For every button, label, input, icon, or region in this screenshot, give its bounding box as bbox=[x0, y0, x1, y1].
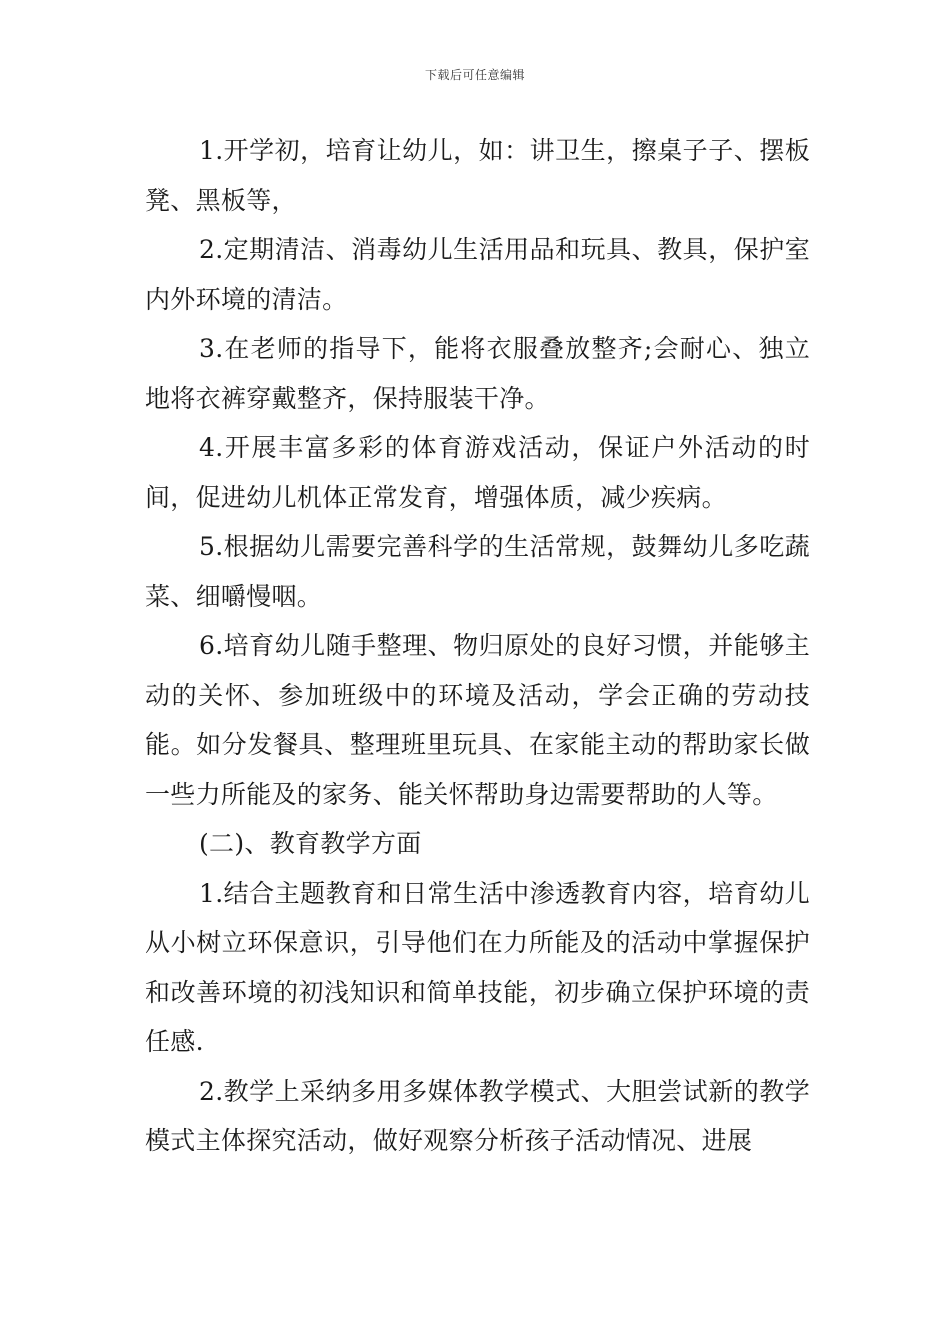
paragraph-item-5: 5.根据幼儿需要完善科学的生活常规，鼓舞幼儿多吃蔬菜、细嚼慢咽。 bbox=[145, 532, 810, 611]
section-heading-education: (二)、教育教学方面 bbox=[199, 829, 422, 858]
paragraph-item-edu-1: 1.结合主题教育和日常生活中渗透教育内容，培育幼儿从小树立环保意识，引导他们在力所能及的活动中掌握保护和改善环境的初浅知识和简单技能，初步确立保护环境的责任感. bbox=[145, 878, 810, 1056]
paragraph-item-2: 2.定期清洁、消毒幼儿生活用品和玩具、教具，保护室内外环境的清洁。 bbox=[145, 235, 810, 314]
paragraph-item-edu-2: 2.教学上采纳多用多媒体教学模式、大胆尝试新的教学模式主体探究活动，做好观察分析孩子活动情况、进展 bbox=[145, 1076, 810, 1155]
page-header-note: 下载后可任意编辑 bbox=[424, 68, 525, 82]
paragraph-item-4: 4.开展丰富多彩的体育游戏活动，保证户外活动的时间，促进幼儿机体正常发育，增强体质，减少疾病。 bbox=[145, 433, 810, 512]
paragraph-item-6: 6.培育幼儿随手整理、物归原处的良好习惯，并能够主动的关怀、参加班级中的环境及活动，学会正确的劳动技能。如分发餐具、整理班里玩具、在家能主动的帮助家长做一些力所能及的家务、能关怀帮助身边需要帮助的人等。 bbox=[145, 631, 810, 809]
paragraph-item-3: 3.在老师的指导下，能将衣服叠放整齐;会耐心、独立地将衣裤穿戴整齐，保持服装干净。 bbox=[145, 334, 810, 413]
paragraph-item-1: 1.开学初，培育让幼儿，如：讲卫生，擦桌子子、摆板凳、黑板等， bbox=[145, 136, 810, 215]
document-body bbox=[145, 126, 810, 1166]
